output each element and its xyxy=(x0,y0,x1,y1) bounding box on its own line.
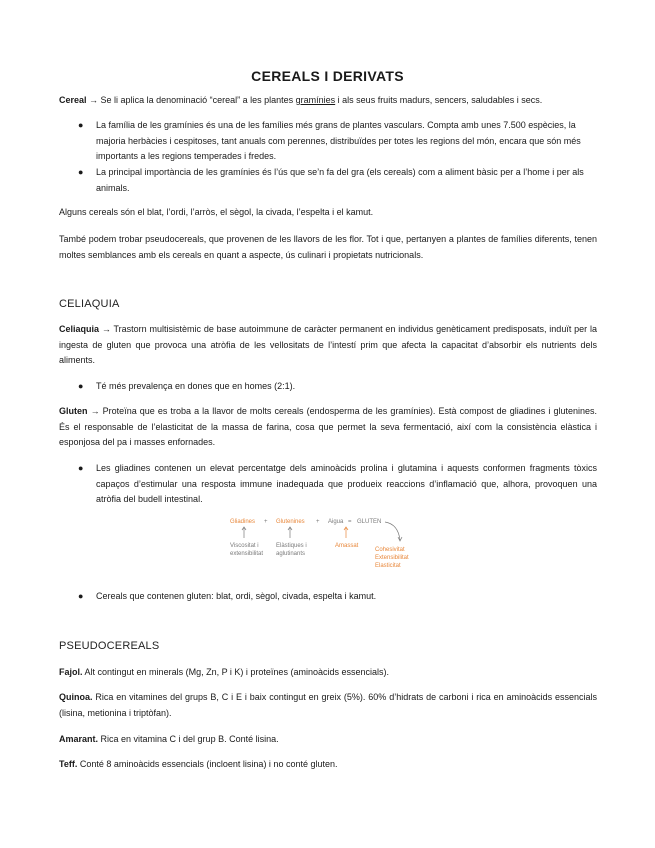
list-item xyxy=(78,461,597,508)
bullet-icon: ● xyxy=(78,167,84,177)
pseudocereal-item xyxy=(59,757,597,773)
equals-sign: = xyxy=(348,519,352,525)
section-heading-celiaquia: CELIAQUIA xyxy=(59,298,120,310)
pseudocereal-name: Quinoa. xyxy=(59,692,93,702)
arrow-glyph: → xyxy=(89,95,99,105)
page-title: CEREALS I DERIVATS xyxy=(251,68,404,84)
bullet-icon: ● xyxy=(78,381,84,391)
plus-sign: + xyxy=(316,519,320,525)
list-item xyxy=(78,118,597,165)
curved-arrow-icon xyxy=(385,522,400,540)
graminies-link: gramínies xyxy=(295,95,336,105)
arrow-glyph: → xyxy=(90,406,100,416)
bullet-icon: ● xyxy=(78,591,84,601)
glutenines-label: Glutenines xyxy=(276,519,305,525)
list-item xyxy=(78,379,597,395)
celiaquia-definition xyxy=(59,322,597,369)
plus-sign: + xyxy=(264,519,268,525)
amassat-label: Amassat xyxy=(335,543,359,549)
pseudocereal-description: Conté 8 aminoàcids essencials (incloent lisina) i no conté gluten. xyxy=(77,759,338,769)
property-extensibilitat: Extensibilitat xyxy=(375,555,409,561)
property-elasticitat: Elasticitat xyxy=(375,563,401,569)
cereal-term: Cereal xyxy=(59,95,87,105)
pseudocereals-intro-paragraph: També podem trobar pseudocereals, que provenen de les llavors de les flor. Tot i que, pertanyen a plantes de famílies diferents, tenen moltes semblances amb els cereals en quant a aspecte, ús culinari i propietats nutricionals. xyxy=(59,234,597,260)
bullet-icon: ● xyxy=(78,120,84,130)
viscositat-label-1: Viscositat i xyxy=(230,543,259,549)
pseudocereal-item xyxy=(59,665,597,681)
arrow-glyph: → xyxy=(101,324,111,334)
gluten-definition xyxy=(59,404,597,451)
gluten-formation-diagram xyxy=(228,514,413,576)
pseudocereal-name: Teff. xyxy=(59,759,78,769)
list-item-text: Cereals que contenen gluten: blat, ordi, sègol, civada, espelta i kamut. xyxy=(96,591,377,601)
list-item-text: Les gliadines contenen un elevat percentatge dels aminoàcids prolina i glutamina i aquests conformen fragments tòxics capaços d’estimular una resposta immune inadequada que produeix reaccions d’inflamació que, alhora, provoquen una atròfia del budell intestinal. xyxy=(96,463,597,504)
pseudocereal-description: Rica en vitamines del grups B, C i E i baix contingut en greix (5%). 60% d’hidrats de carboni i rica en aminoàcids essencials (lisina, metionina i triptòfan). xyxy=(59,692,597,718)
list-item xyxy=(78,589,597,605)
list-item-text: La principal importància de les gramínies és l’ús que se’n fa del gra (els cereals) com a aliment bàsic per a l’home i per als animals. xyxy=(96,167,584,193)
gluten-term: Gluten xyxy=(59,406,88,416)
pseudocereal-item xyxy=(59,690,597,721)
pseudocereal-name: Amarant. xyxy=(59,734,99,744)
gluten-definition-text: Proteïna que es troba a la llavor de molts cereals (endosperma de les gramínies). Està compost de gliadines i glutenines. És el responsable de l’elasticitat de la massa de farina, cosa que permet la seva fermentació, així com la consistència elàstica i esponjosa del pa i masses enfornades. xyxy=(59,406,597,447)
cereal-definition xyxy=(59,93,597,109)
cereal-definition-text-b: i als seus fruits madurs, sencers, saludables i secs. xyxy=(335,95,543,105)
pseudocereal-description: Rica en vitamina C i del grup B. Conté lisina. xyxy=(98,734,279,744)
elastiques-label-2: aglutinants xyxy=(276,551,306,557)
list-item xyxy=(78,165,597,196)
pseudocereal-item xyxy=(59,732,597,748)
cereal-definition-text-a: Se li aplica la denominació “cereal” a les plantes xyxy=(98,95,296,105)
cereals-list-paragraph: Alguns cereals són el blat, l’ordi, l’arròs, el sègol, la civada, l’espelta i el kamut. xyxy=(59,207,374,217)
celiaquia-term: Celiaquia xyxy=(59,324,100,334)
section-heading-pseudocereals: PSEUDOCEREALS xyxy=(59,640,160,652)
list-item-text: La família de les gramínies és una de les famílies més grans de plantes vasculars. Compta amb unes 7.500 espècies, la majoria herbàcies i cespitoses, tant anuals com perennes, distribuïdes per totes les regions del món, encara que són més importants a les regions temperades i fredes. xyxy=(96,120,581,161)
pseudocereal-description: Alt contingut en minerals (Mg, Zn, P i K) i proteïnes (aminoàcids essencials). xyxy=(82,667,389,677)
gliadines-label: Gliadines xyxy=(230,519,256,525)
pseudocereal-name: Fajol. xyxy=(59,667,83,677)
aigua-label: Aigua xyxy=(328,519,344,525)
viscositat-label-2: extensibilitat xyxy=(230,551,264,557)
bullet-icon: ● xyxy=(78,463,84,473)
list-item-text: Té més prevalença en dones que en homes (2:1). xyxy=(96,381,296,391)
property-cohesivitat: Cohesivitat xyxy=(375,547,405,553)
elastiques-label-1: Elàstiques i xyxy=(276,543,307,549)
gluten-label: GLUTEN xyxy=(357,519,382,525)
celiaquia-definition-text: Trastorn multisistèmic de base autoimmune de caràcter permanent en individus genèticament predisposats, induït per la ingesta de gluten que provoca una atròfia de les vellositats de l’intestí prim que afecta la capacitat d’absorbir els nutrients dels aliments. xyxy=(59,324,597,365)
gluten-diagram-svg xyxy=(228,514,413,576)
